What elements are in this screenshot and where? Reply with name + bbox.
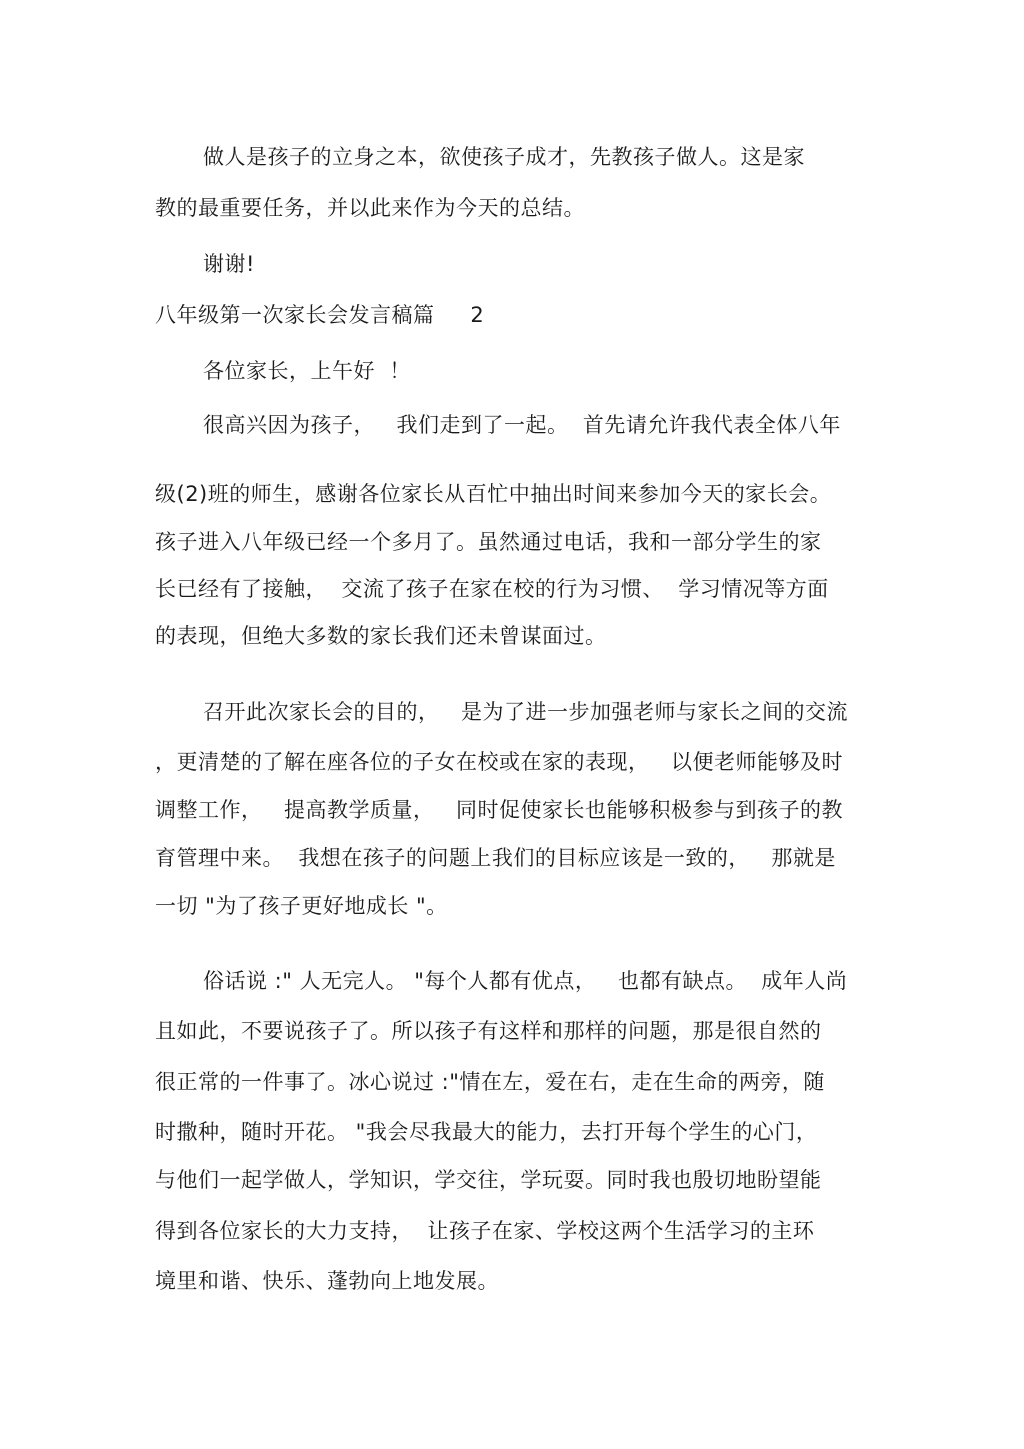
text-line: ，更清楚的了解在座各位的子女在校或在家的表现， 以便老师能够及时	[155, 750, 844, 774]
text-line: 调整工作， 提高教学质量， 同时促使家长也能够积极参与到孩子的教	[155, 798, 844, 822]
text-line: 育管理中来。 我想在孩子的问题上我们的目标应该是一致的， 那就是	[155, 846, 836, 870]
text-line: 谢谢!	[203, 252, 255, 276]
text-line: 召开此次家长会的目的， 是为了进一步加强老师与家长之间的交流	[203, 700, 849, 724]
text-line: 级(2)班的师生，感谢各位家长从百忙中抽出时间来参加今天的家长会。	[155, 482, 832, 506]
text-line: 孩子进入八年级已经一个多月了。虽然通过电话，我和一部分学生的家	[155, 530, 822, 554]
text-line: 俗话说 :" 人无完人。 "每个人都有优点， 也都有缺点。 成年人尚	[203, 969, 848, 993]
text-line: 各位家长，上午好 ！	[203, 359, 411, 383]
text-line: 教的最重要任务，并以此来作为今天的总结。	[155, 196, 585, 220]
section-heading: 八年级第一次家长会发言稿篇 2	[155, 303, 485, 327]
text-line: 做人是孩子的立身之本，欲使孩子成才，先教孩子做人。这是家	[203, 145, 805, 169]
text-line: 很正常的一件事了。冰心说过 :"情在左，爱在右，走在生命的两旁，随	[155, 1070, 825, 1094]
text-line: 境里和谐、快乐、蓬勃向上地发展。	[155, 1269, 499, 1293]
text-line: 长已经有了接触， 交流了孩子在家在校的行为习惯、 学习情况等方面	[155, 577, 829, 601]
text-line: 且如此，不要说孩子了。所以孩子有这样和那样的问题，那是很自然的	[155, 1019, 822, 1043]
text-line: 得到各位家长的大力支持， 让孩子在家、学校这两个生活学习的主环	[155, 1219, 815, 1243]
text-line: 的表现，但绝大多数的家长我们还未曾谋面过。	[155, 624, 607, 648]
text-line: 时撒种，随时开花。 "我会尽我最大的能力，去打开每个学生的心门，	[155, 1120, 818, 1144]
text-line: 与他们一起学做人，学知识，学交往，学玩耍。同时我也殷切地盼望能	[155, 1168, 822, 1192]
text-line: 一切 "为了孩子更好地成长 "。	[155, 894, 448, 918]
text-line: 很高兴因为孩子， 我们走到了一起。 首先请允许我代表全体八年	[203, 413, 841, 437]
